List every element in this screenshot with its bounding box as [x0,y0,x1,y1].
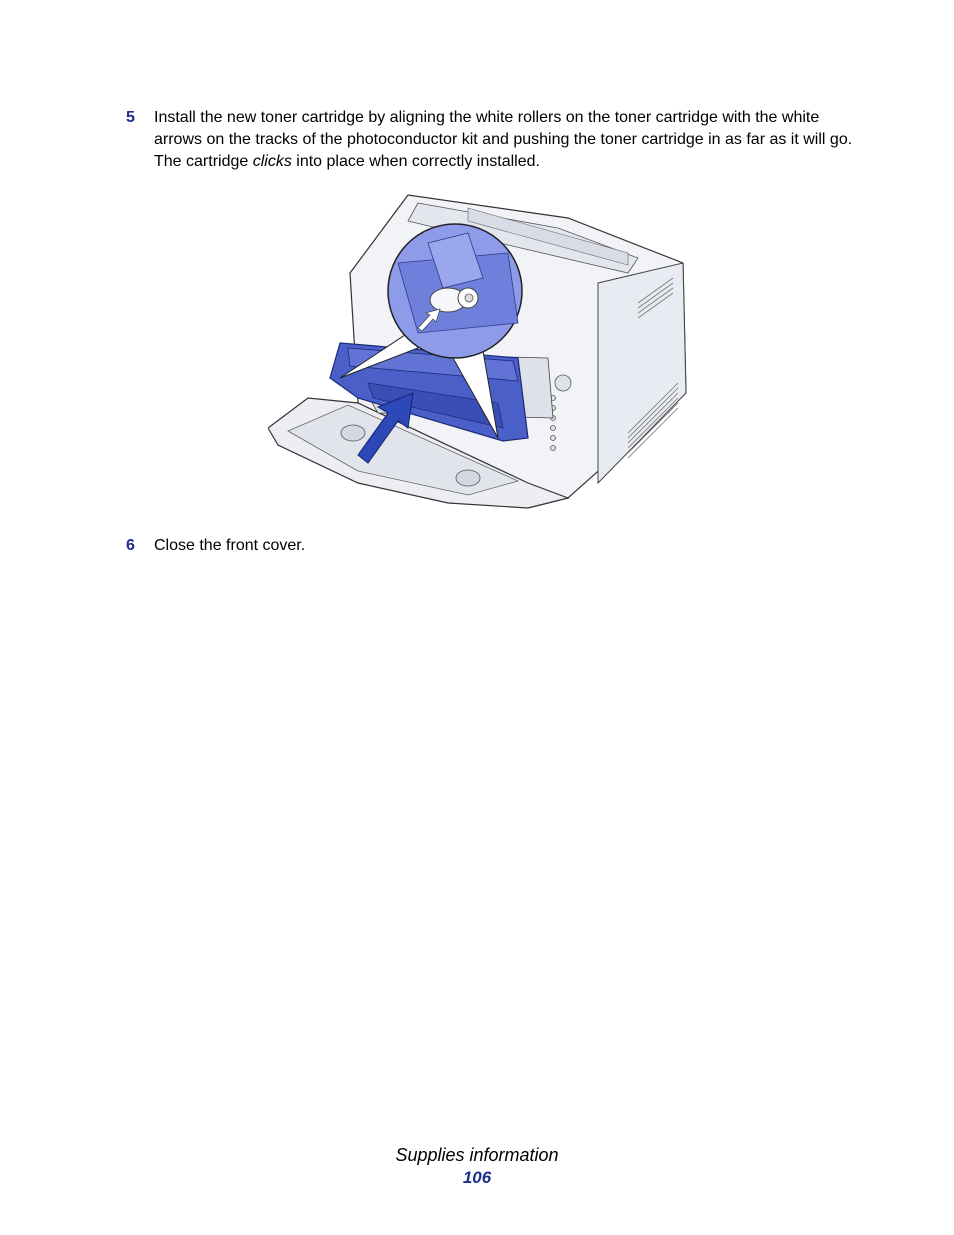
step-number: 5 [126,109,135,126]
step-text-after: into place when correctly installed. [291,153,540,170]
printer-illustration-svg [268,183,688,518]
step-instruction [154,107,864,173]
step-text-before: Install the new toner cartridge by aligning the white rollers on the toner cartridge with the white arrows on the tracks of the photoconductor kit and pushing the toner cartridge in as far as it will go. The cartridge [154,109,853,170]
step-number: 6 [126,537,135,554]
step-text-italic: clicks [252,153,292,170]
footer-section-title: Supplies information [395,1145,559,1165]
printer-cartridge-illustration [268,183,688,518]
page-number: 106 [462,1168,492,1187]
step-instruction: Close the front cover. [154,537,306,554]
